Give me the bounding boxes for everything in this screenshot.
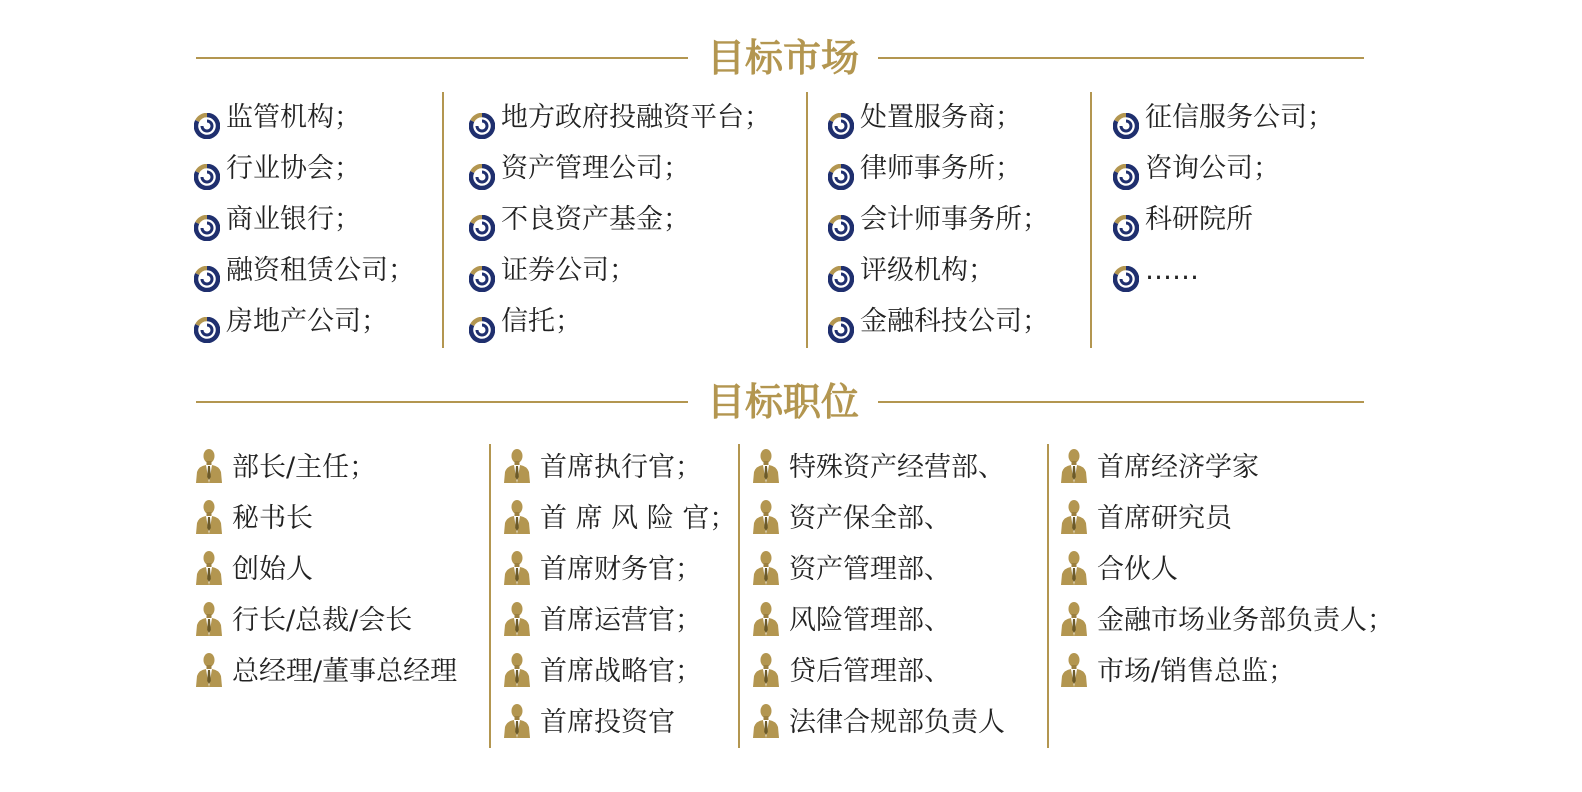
businessman-icon bbox=[502, 702, 532, 738]
market-item bbox=[194, 143, 415, 194]
market-item-label: 地方政府投融资平台； bbox=[501, 102, 771, 133]
businessman-icon bbox=[1059, 651, 1089, 687]
businessman-icon bbox=[751, 549, 781, 585]
position-item-label: 合伙人 bbox=[1097, 554, 1178, 585]
position-item-label: 首席财务官； bbox=[540, 554, 702, 585]
position-column-3 bbox=[751, 442, 1005, 748]
market-item bbox=[469, 92, 771, 143]
position-item-label: 风险管理部、 bbox=[789, 605, 951, 636]
column-divider bbox=[738, 444, 740, 748]
position-column-4 bbox=[1059, 442, 1394, 697]
position-item bbox=[751, 646, 1005, 697]
position-item bbox=[502, 595, 736, 646]
market-item-label: 评级机构； bbox=[860, 255, 995, 286]
market-item-label: 金融科技公司； bbox=[860, 306, 1049, 337]
position-item-label: 资产管理部、 bbox=[789, 554, 951, 585]
position-item bbox=[502, 646, 736, 697]
position-item bbox=[1059, 646, 1394, 697]
businessman-icon bbox=[502, 498, 532, 534]
market-item-label: 房地产公司； bbox=[226, 306, 388, 337]
ring-logo-icon bbox=[1113, 105, 1139, 131]
market-item-label: 咨询公司； bbox=[1145, 153, 1280, 184]
market-item-label: 不良资产基金； bbox=[501, 204, 690, 235]
businessman-icon bbox=[502, 549, 532, 585]
ring-logo-icon bbox=[828, 156, 854, 182]
position-item-label: 特殊资产经营部、 bbox=[789, 452, 1005, 483]
market-item bbox=[194, 92, 415, 143]
position-item-label: 部长/主任； bbox=[232, 452, 377, 483]
position-column-2 bbox=[502, 442, 736, 748]
position-item bbox=[751, 595, 1005, 646]
position-item bbox=[751, 544, 1005, 595]
businessman-icon bbox=[194, 447, 224, 483]
businessman-icon bbox=[1059, 447, 1089, 483]
column-divider bbox=[489, 444, 491, 748]
market-item bbox=[828, 92, 1049, 143]
position-item bbox=[502, 442, 736, 493]
position-item bbox=[502, 493, 736, 544]
header-rule-right bbox=[878, 57, 1364, 59]
ring-logo-icon bbox=[1113, 207, 1139, 233]
market-item bbox=[194, 245, 415, 296]
header-rule-right bbox=[878, 401, 1364, 403]
position-item-label: 金融市场业务部负责人； bbox=[1097, 605, 1394, 636]
market-item-label: 证券公司； bbox=[501, 255, 636, 286]
position-item-label: 秘书长 bbox=[232, 503, 313, 534]
position-item bbox=[1059, 595, 1394, 646]
market-item-label: 资产管理公司； bbox=[501, 153, 690, 184]
market-item bbox=[828, 194, 1049, 245]
market-item bbox=[194, 296, 415, 347]
market-item bbox=[828, 143, 1049, 194]
position-item-label: 总经理/董事总经理 bbox=[232, 656, 458, 687]
market-item-label: 行业协会； bbox=[226, 153, 361, 184]
ring-logo-icon bbox=[194, 105, 220, 131]
businessman-icon bbox=[194, 600, 224, 636]
market-item-label: 信托； bbox=[501, 306, 582, 337]
position-item-label: 首席运营官； bbox=[540, 605, 702, 636]
position-item bbox=[1059, 493, 1394, 544]
ring-logo-icon bbox=[469, 105, 495, 131]
position-item bbox=[502, 544, 736, 595]
position-item bbox=[751, 442, 1005, 493]
market-item bbox=[1113, 92, 1334, 143]
position-item bbox=[194, 493, 457, 544]
position-item-label: 首席研究员 bbox=[1097, 503, 1232, 534]
position-item bbox=[502, 697, 736, 748]
position-item-label: 首席战略官； bbox=[540, 656, 702, 687]
market-item-label: 处置服务商； bbox=[860, 102, 1022, 133]
businessman-icon bbox=[1059, 549, 1089, 585]
businessman-icon bbox=[502, 600, 532, 636]
position-item-label: 资产保全部、 bbox=[789, 503, 951, 534]
market-item bbox=[469, 296, 771, 347]
businessman-icon bbox=[502, 447, 532, 483]
position-item bbox=[194, 442, 457, 493]
ring-logo-icon bbox=[828, 258, 854, 284]
businessman-icon bbox=[751, 498, 781, 534]
position-item bbox=[194, 544, 457, 595]
position-item bbox=[1059, 442, 1394, 493]
position-item-label: 首席投资官 bbox=[540, 707, 675, 738]
market-column-1 bbox=[194, 92, 415, 347]
column-divider bbox=[806, 92, 808, 348]
ring-logo-icon bbox=[194, 207, 220, 233]
market-section-header bbox=[196, 36, 1364, 80]
businessman-icon bbox=[751, 600, 781, 636]
market-column-2 bbox=[469, 92, 771, 347]
position-item-label: 创始人 bbox=[232, 554, 313, 585]
market-item-label: 会计师事务所； bbox=[860, 204, 1049, 235]
market-item bbox=[828, 245, 1049, 296]
ring-logo-icon bbox=[469, 309, 495, 335]
ring-logo-icon bbox=[828, 207, 854, 233]
ring-logo-icon bbox=[194, 309, 220, 335]
businessman-icon bbox=[751, 651, 781, 687]
businessman-icon bbox=[502, 651, 532, 687]
market-section-title: 目标市场 bbox=[706, 36, 859, 80]
ring-logo-icon bbox=[828, 105, 854, 131]
market-item bbox=[828, 296, 1049, 347]
header-rule-left bbox=[196, 57, 688, 59]
position-item-label: 首席执行官； bbox=[540, 452, 702, 483]
ring-logo-icon bbox=[194, 258, 220, 284]
ring-logo-icon bbox=[469, 207, 495, 233]
position-item-label: 首 席 风 险 官； bbox=[540, 503, 737, 534]
market-item bbox=[1113, 194, 1334, 245]
market-item bbox=[469, 194, 771, 245]
market-item bbox=[469, 143, 771, 194]
businessman-icon bbox=[194, 498, 224, 534]
position-item-label: 贷后管理部、 bbox=[789, 656, 951, 687]
position-item-label: 法律合规部负责人 bbox=[789, 707, 1005, 738]
position-item bbox=[751, 493, 1005, 544]
market-item-label: 律师事务所； bbox=[860, 153, 1022, 184]
position-item bbox=[1059, 544, 1394, 595]
column-divider bbox=[1047, 444, 1049, 748]
businessman-icon bbox=[751, 447, 781, 483]
ring-logo-icon bbox=[469, 258, 495, 284]
position-column-1 bbox=[194, 442, 457, 697]
ring-logo-icon bbox=[1113, 258, 1139, 284]
position-item bbox=[751, 697, 1005, 748]
market-item bbox=[1113, 245, 1334, 296]
ring-logo-icon bbox=[1113, 156, 1139, 182]
position-item-label: 首席经济学家 bbox=[1097, 452, 1259, 483]
header-rule-left bbox=[196, 401, 688, 403]
market-item-label: 融资租赁公司； bbox=[226, 255, 415, 286]
businessman-icon bbox=[194, 651, 224, 687]
position-item-label: 行长/总裁/会长 bbox=[232, 605, 413, 636]
market-item-label: 商业银行； bbox=[226, 204, 361, 235]
ring-logo-icon bbox=[194, 156, 220, 182]
businessman-icon bbox=[1059, 498, 1089, 534]
market-item-label: 监管机构； bbox=[226, 102, 361, 133]
position-section-header bbox=[196, 380, 1364, 424]
position-item bbox=[194, 595, 457, 646]
position-item bbox=[194, 646, 457, 697]
market-item-label: 科研院所 bbox=[1145, 204, 1253, 235]
market-column-3 bbox=[828, 92, 1049, 347]
position-section-title: 目标职位 bbox=[706, 380, 859, 424]
market-item bbox=[469, 245, 771, 296]
column-divider bbox=[442, 92, 444, 348]
market-item bbox=[1113, 143, 1334, 194]
businessman-icon bbox=[751, 702, 781, 738]
market-item bbox=[194, 194, 415, 245]
businessman-icon bbox=[1059, 600, 1089, 636]
ring-logo-icon bbox=[469, 156, 495, 182]
position-item-label: 市场/销售总监； bbox=[1097, 656, 1296, 687]
businessman-icon bbox=[194, 549, 224, 585]
column-divider bbox=[1090, 92, 1092, 348]
ring-logo-icon bbox=[828, 309, 854, 335]
market-item-label: 征信服务公司； bbox=[1145, 102, 1334, 133]
market-item-label: …… bbox=[1145, 255, 1199, 286]
market-column-4 bbox=[1113, 92, 1334, 296]
